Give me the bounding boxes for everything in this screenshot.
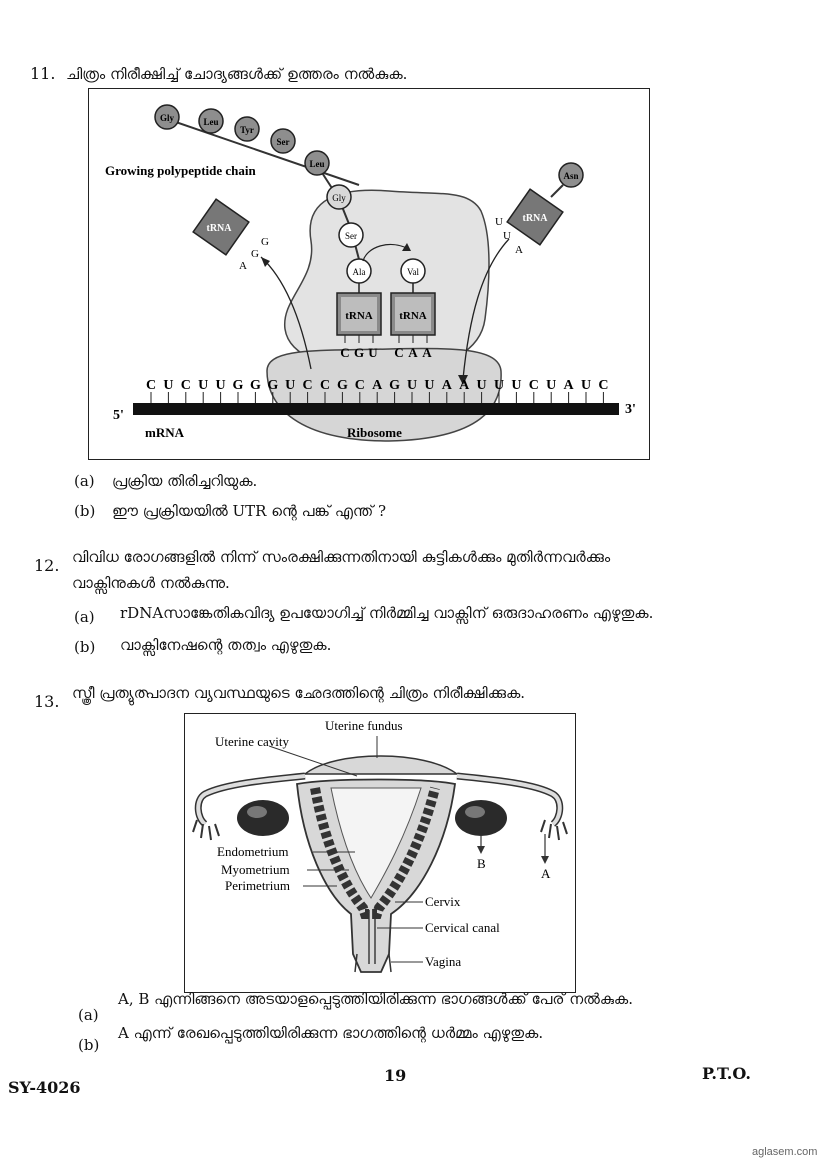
svg-text:Ser: Ser [345, 231, 357, 241]
question-number-13: 13. [34, 692, 60, 711]
mrna-base: C [180, 378, 191, 393]
svg-text:A: A [239, 260, 247, 272]
mrna-base: A [372, 378, 383, 393]
mrna-base: U [285, 378, 296, 393]
ribosome-label: Ribosome [347, 425, 402, 440]
mrna-base: U [215, 378, 226, 393]
mrna-base: U [476, 378, 487, 393]
mrna-base: C [302, 378, 313, 393]
q11-b-label: (b) [74, 502, 96, 520]
uterine-fundus-shape [305, 756, 457, 774]
svg-text:A: A [422, 345, 432, 360]
question-11-text: ചിത്രം നിരീക്ഷിച്ച് ചോദ്യങ്ങൾക്ക് ഉത്തരം നൽകുക. [66, 65, 408, 83]
svg-text:Val: Val [407, 267, 419, 277]
svg-text:A: A [408, 345, 418, 360]
mrna-base: G [389, 378, 401, 393]
mrna-base: G [232, 378, 244, 393]
svg-text:tRNA: tRNA [399, 310, 427, 322]
svg-text:Leu: Leu [203, 117, 219, 127]
mrna-strand [133, 403, 619, 415]
mrna-base: C [319, 378, 331, 393]
svg-text:tRNA: tRNA [522, 213, 548, 224]
mrna-base: U [546, 378, 557, 393]
left-ovary [237, 800, 289, 836]
q13-a-text: A, B എന്നിങ്ങനെ അടയാളപ്പെടുത്തിയിരിക്കുന്ന ഭാഗങ്ങൾക്ക് പേര് നൽകുക. [118, 990, 633, 1008]
svg-text:G: G [261, 236, 269, 248]
mrna-base: G [249, 378, 261, 393]
label-uterine-cavity: Uterine cavity [215, 734, 289, 749]
svg-text:A: A [515, 244, 523, 256]
mrna-base: C [528, 378, 539, 393]
label-a: A [541, 866, 551, 881]
amino-acid-gly-2 [327, 185, 351, 209]
mrna-base: U [406, 378, 418, 393]
watermark: aglasem.com [752, 1146, 818, 1158]
mrna-base: A [563, 378, 574, 393]
mrna-base: C [598, 378, 609, 393]
three-prime-label: 3' [625, 402, 636, 417]
q12-b-label: (b) [74, 638, 96, 656]
svg-text:tRNA: tRNA [206, 223, 232, 234]
svg-text:Leu: Leu [309, 159, 325, 169]
label-perimetrium: Perimetrium [225, 878, 290, 893]
svg-text:Gly: Gly [159, 113, 175, 123]
mrna-base: U [424, 378, 435, 393]
q12-a-text: rDNAസാങ്കേതികവിദ്യ ഉപയോഗിച്ച് നിർമ്മിച്ച വാക്സിന് ഒരുദാഹരണം എഴുതുക. [120, 604, 654, 622]
q13-b-label: (b) [78, 1036, 100, 1054]
right-ovary [455, 800, 507, 836]
ribosome-large-subunit [285, 190, 489, 371]
mrna-base: C [145, 378, 157, 393]
label-cervical-canal: Cervical canal [425, 920, 500, 935]
svg-text:C: C [340, 345, 350, 360]
mrna-base: A [459, 378, 470, 393]
label-myometrium: Myometrium [221, 862, 290, 877]
translation-figure [88, 88, 650, 460]
page-number: 19 [384, 1066, 407, 1085]
amino-acid-ser-1 [271, 129, 295, 153]
question-number-11: 11. [30, 64, 56, 83]
incoming-trna [495, 163, 583, 256]
mrna-base: U [198, 378, 209, 393]
svg-text:G: G [353, 345, 365, 360]
question-number-12: 12. [34, 556, 60, 575]
label-vagina: Vagina [425, 954, 462, 969]
svg-text:U: U [503, 230, 511, 242]
label-b: B [477, 856, 486, 871]
mrna-sequence [146, 378, 609, 393]
svg-text:U: U [368, 345, 378, 360]
label-uterine-fundus: Uterine fundus [325, 718, 403, 733]
mrna-base: U [163, 378, 174, 393]
mrna-base-ticks [151, 392, 603, 403]
uterus-figure [184, 713, 576, 993]
q12-a-label: (a) [74, 608, 95, 626]
q11-a-label: (a) [74, 472, 95, 490]
svg-text:Asn: Asn [563, 171, 579, 181]
exiting-trna [193, 199, 269, 272]
svg-text:Tyr: Tyr [240, 125, 254, 135]
question-12-text-line1: വിവിധ രോഗങ്ങളിൽ നിന്ന് സംരക്ഷിക്കുന്നതിനായി കുട്ടികൾക്കും മുതിർന്നവർക്കും [72, 548, 611, 566]
svg-text:Ala: Ala [352, 267, 366, 277]
question-13-text: സ്ത്രീ പ്രത്യുത്പാദന വ്യവസ്ഥയുടെ ഛേദത്തിന്റെ ചിത്രം നിരീക്ഷിക്കുക. [72, 684, 526, 702]
amino-acid-tyr [235, 117, 259, 141]
amino-acid-gly-1 [155, 105, 179, 129]
mrna-label: mRNA [145, 425, 184, 440]
five-prime-label: 5' [113, 408, 124, 423]
mrna-base: G [336, 378, 348, 393]
q12-b-text: വാക്സിനേഷന്റെ തത്വം എഴുതുക. [120, 636, 332, 654]
please-turn-over: P.T.O. [702, 1064, 751, 1083]
mrna-base: U [493, 378, 505, 393]
mrna-base: U [511, 378, 522, 393]
svg-text:Gly: Gly [332, 193, 346, 203]
left-fimbriae [193, 820, 219, 840]
polypeptide-label: Growing polypeptide chain [105, 163, 256, 178]
svg-text:tRNA: tRNA [345, 310, 373, 322]
svg-text:Ser: Ser [276, 137, 290, 147]
uterus-diagram [185, 714, 575, 992]
mrna-base: G [267, 378, 279, 393]
question-12-text-line2: വാക്സിനുകൾ നൽകുന്നു. [72, 574, 230, 592]
mrna-base: U [580, 378, 592, 393]
label-cervix: Cervix [425, 894, 461, 909]
mrna-base: A [441, 378, 452, 393]
q13-a-label: (a) [78, 1006, 99, 1024]
svg-text:G: G [251, 248, 259, 260]
label-endometrium: Endometrium [217, 844, 289, 859]
q13-b-text: A എന്ന് രേഖപ്പെടുത്തിയിരിക്കുന്ന ഭാഗത്തിന്റെ ധർമ്മം എഴുതുക. [118, 1024, 544, 1042]
svg-text:U: U [495, 216, 503, 228]
q11-b-text: ഈ പ്രക്രിയയിൽ UTR ന്റെ പങ്ക് എന്ത് ? [112, 502, 387, 520]
paper-code: SY-4026 [8, 1078, 81, 1097]
translation-diagram [89, 89, 649, 459]
amino-acid-leu-2 [305, 151, 329, 175]
amino-acid-leu-1 [199, 109, 223, 133]
svg-text:C: C [394, 345, 404, 360]
amino-acid-ser-2 [339, 223, 363, 247]
q11-a-text: പ്രക്രിയ തിരിച്ചറിയുക. [112, 472, 258, 490]
mrna-base: C [354, 378, 365, 393]
